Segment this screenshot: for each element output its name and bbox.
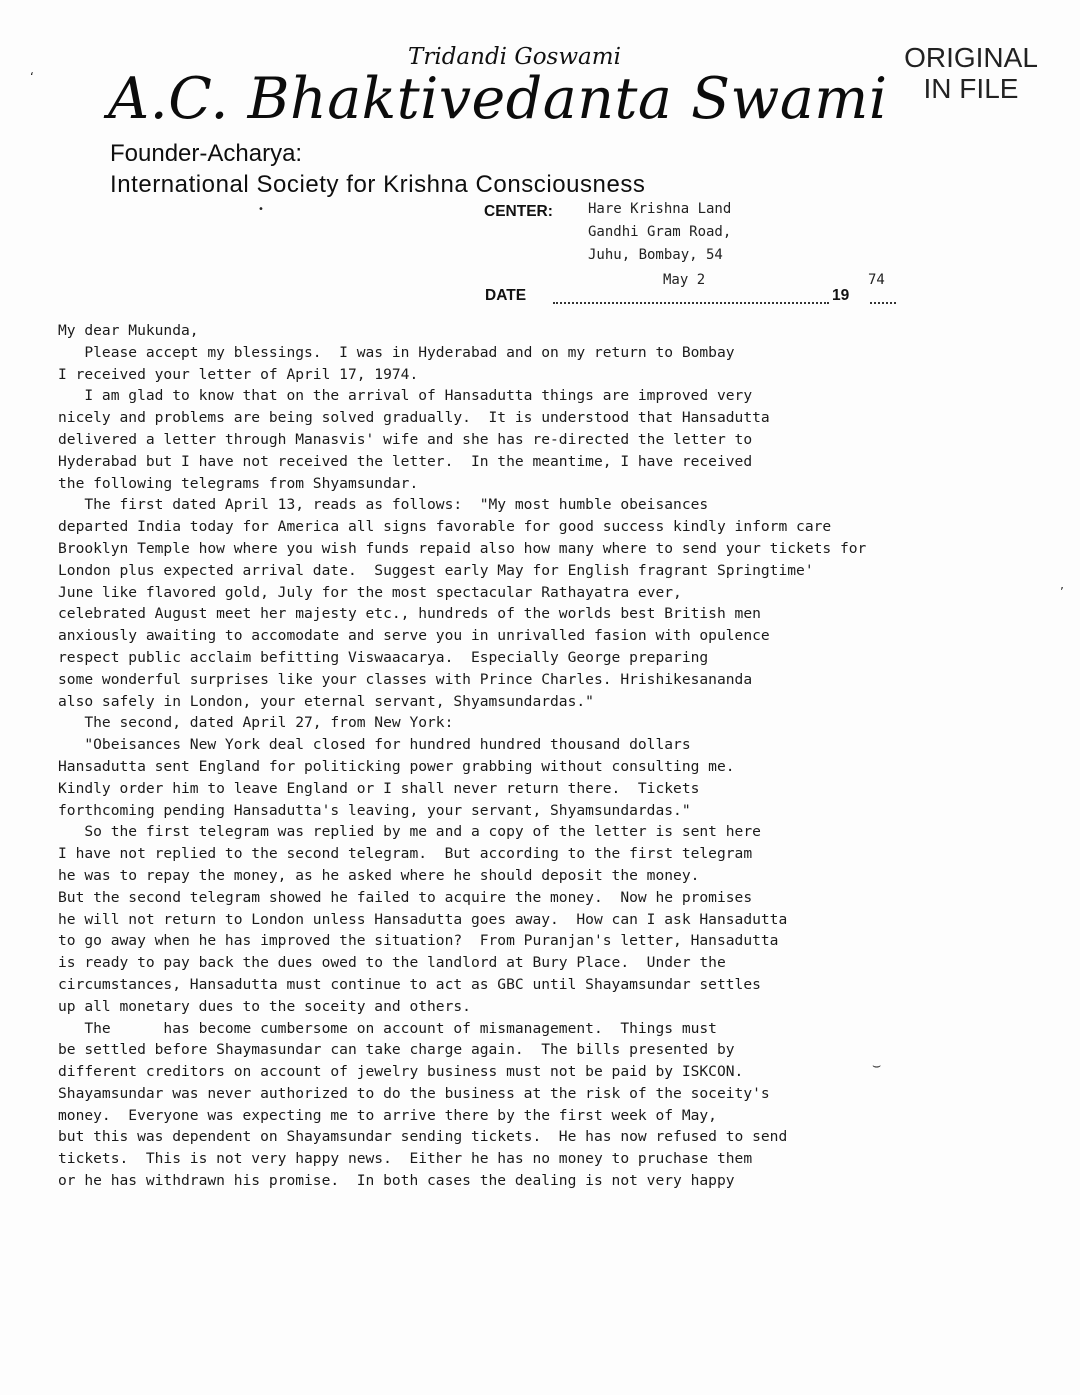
letter-body-line: be settled before Shaymasundar can take charge again. The bills presented by [58, 1041, 735, 1059]
letter-body-line: My dear Mukunda, [58, 322, 199, 339]
letter-body-line: So the first telegram was replied by me and a copy of the letter is sent here [58, 823, 761, 841]
letter-body-line: but this was dependent on Shayamsundar sending tickets. He has now refused to send [58, 1128, 788, 1146]
letter-body-line: I received your letter of April 17, 1974. [58, 365, 419, 383]
original-in-file-stamp [896, 42, 1046, 104]
letter-body-line: Hyderabad but I have not received the letter. In the meantime, I have received [58, 452, 753, 470]
stamp-line-2: IN FILE [923, 73, 1019, 104]
letter-body-line: June like flavored gold, July for the most spectacular Rathayatra ever, [58, 583, 682, 601]
letter-body-line: different creditors on account of jewelry business must not be paid by ISKCON. [58, 1063, 744, 1081]
letter-body-line: tickets. This is not very happy news. Either he has no money to pruchase them [58, 1150, 753, 1168]
date-year-dotted-line [870, 286, 896, 304]
date-year-prefix: 19 [832, 287, 850, 304]
stray-mark: ’ [1060, 585, 1064, 599]
letter-body-line: Hansadutta sent England for politicking power grabbing without consulting me. [58, 757, 735, 775]
letter-body-line: anxiously awaiting to accomodate and serve you in unrivalled fasion with opulence [58, 627, 770, 645]
letter-body-line: he was to repay the money, as he asked where he should deposit the money. [58, 866, 700, 884]
letter-body-line: money. Everyone was expecting me to arrive there by the first week of May, [58, 1106, 717, 1124]
date-dotted-line [553, 286, 829, 304]
letter-body-line: London plus expected arrival date. Suggest early May for English fragrant Springtime' [58, 561, 814, 579]
center-address-line: Gandhi Gram Road, [588, 224, 732, 240]
center-address [588, 198, 731, 267]
letter-body-line: Kindly order him to leave England or I shall never return there. Tickets [58, 779, 700, 797]
letter-body-line: But the second telegram showed he failed to acquire the money. Now he promises [58, 888, 753, 906]
letter-body-line: The first dated April 13, reads as follows: "My most humble obeisances [58, 496, 709, 514]
letter-body [58, 320, 1076, 1192]
letter-body-line: nicely and problems are being solved gradually. It is understood that Hansadutta [58, 409, 770, 427]
letterhead-subtitle: Tridandi Goswami [408, 44, 621, 70]
letter-body-line: is ready to pay back the dues owed to the landlord at Bury Place. Under the [58, 954, 726, 972]
letterhead-role: Founder-Acharya: [110, 140, 303, 167]
letter-body-line: up all monetary dues to the soceity and others. [58, 997, 471, 1015]
center-address-line: Juhu, Bombay, 54 [588, 247, 723, 263]
center-address-line: Hare Krishna Land [588, 201, 732, 217]
letter-body-line: forthcoming pending Hansadutta's leaving, your servant, Shyamsundardas." [58, 801, 691, 819]
stray-mark: • [258, 204, 264, 215]
letter-body-line: the following telegrams from Shyamsundar. [58, 474, 419, 492]
letter-body-line: celebrated August meet her majesty etc., hundreds of the worlds best British men [58, 605, 761, 623]
letter-body-line: he will not return to London unless Hansadutta goes away. How can I ask Hansadutta [58, 910, 788, 928]
letter-body-line: some wonderful surprises like your classes with Prince Charles. Hrishikesananda [58, 670, 753, 688]
letter-body-line: I have not replied to the second telegram. But according to the first telegram [58, 845, 753, 863]
letter-body-line: The second, dated April 27, from New York: [58, 714, 454, 732]
letter-body-line: delivered a letter through Manasvis' wife and she has re-directed the letter to [58, 430, 753, 448]
letter-body-line: Please accept my blessings. I was in Hyderabad and on my return to Bombay [58, 343, 735, 361]
letter-body-line: "Obeisances New York deal closed for hundred hundred thousand dollars [58, 736, 691, 754]
letterhead-name: A.C. Bhaktivedanta Swami [108, 66, 888, 132]
stray-mark: ⌣ [872, 1058, 882, 1074]
letterhead-organization: International Society for Krishna Consciousness [110, 171, 646, 198]
date-label: DATE [485, 287, 527, 304]
letter-body-line: also safely in London, your eternal servant, Shyamsundardas." [58, 692, 594, 710]
letter-body-line: The has become cumbersome on account of mismanagement. Things must [58, 1019, 717, 1037]
letter-body-line: I am glad to know that on the arrival of Hansadutta things are improved very [58, 387, 753, 405]
center-label: CENTER: [484, 203, 553, 220]
date-year-suffix: 74 [868, 272, 885, 288]
stamp-line-1: ORIGINAL [904, 42, 1038, 73]
letter-body-line: departed India today for America all signs favorable for good success kindly inform care [58, 518, 832, 536]
letter-body-line: Brooklyn Temple how where you wish funds repaid also how many where to send your tickets for [58, 539, 867, 557]
date-value: May 2 [663, 272, 706, 288]
letter-body-line: respect public acclaim befitting Viswaacarya. Especially George preparing [58, 648, 709, 666]
stray-mark: ‘ [30, 70, 34, 84]
letter-body-line: to go away when he has improved the situation? From Puranjan's letter, Hansadutta [58, 932, 779, 950]
letter-body-line: Shayamsundar was never authorized to do the business at the risk of the soceity's [58, 1084, 770, 1102]
letter-body-line: circumstances, Hansadutta must continue to act as GBC until Shayamsundar settles [58, 975, 761, 993]
letter-body-line: or he has withdrawn his promise. In both cases the dealing is not very happy [58, 1172, 735, 1190]
